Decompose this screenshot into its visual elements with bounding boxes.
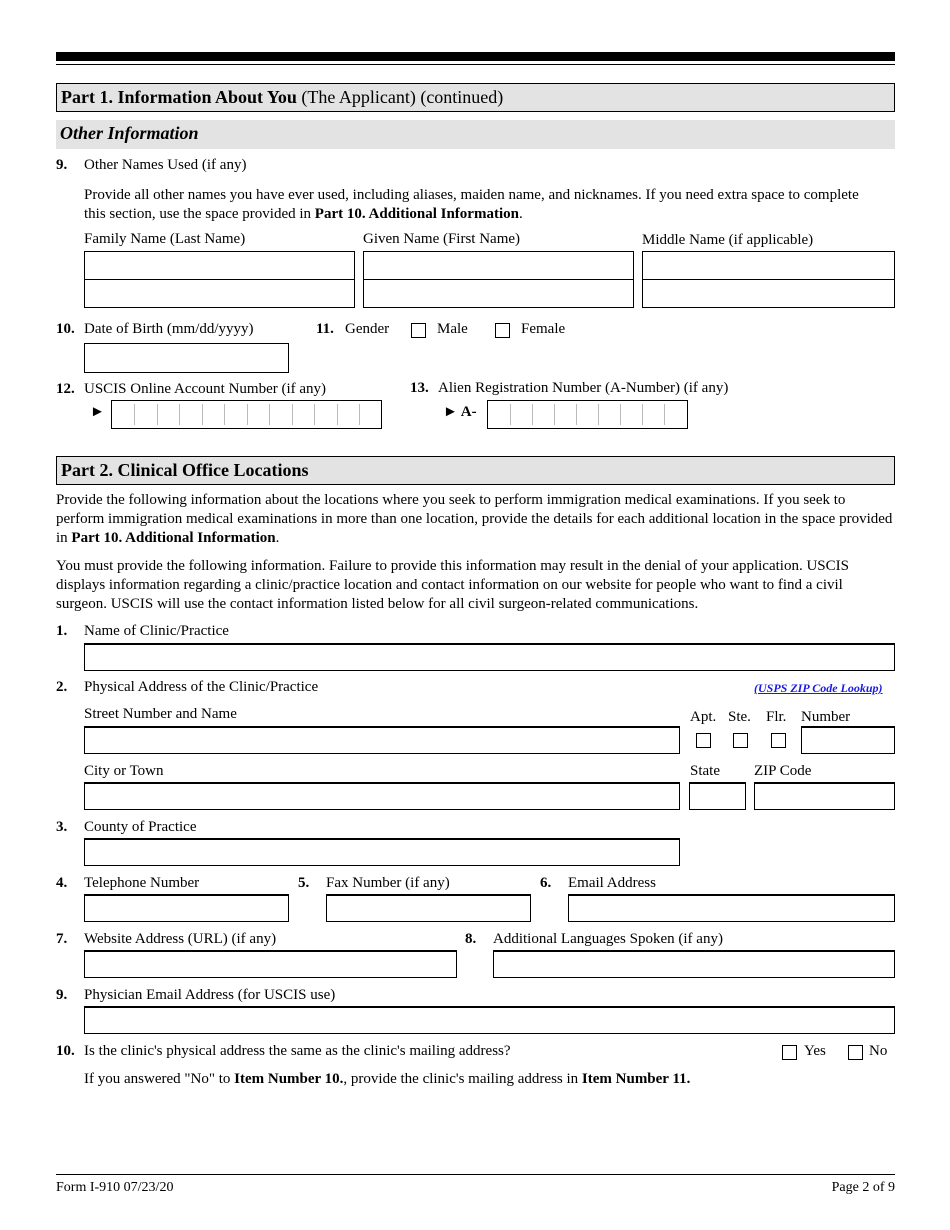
fax-input[interactable] — [326, 894, 531, 922]
part2-para1-end: . — [275, 530, 280, 546]
gender-female-label: Female — [521, 321, 566, 337]
note-part-a: If you answered "No" to — [84, 1071, 235, 1087]
other-info-subheading: Other Information — [56, 120, 895, 149]
q9-instr-text: Provide all other names you have ever used, including aliases, maiden name, and nicknames. If you need extra space to complete this section, use the space provided in — [84, 187, 859, 222]
q9-instr-bold: Part 10. Additional Information — [314, 206, 519, 222]
p2-q6-number: 6. — [540, 875, 552, 891]
website-input[interactable] — [84, 950, 457, 978]
part2-intro-para — [56, 491, 895, 548]
middle-name-input-1[interactable] — [642, 251, 895, 280]
footer-rule — [56, 1174, 895, 1175]
state-select[interactable] — [689, 782, 746, 810]
zip-label: ZIP Code — [754, 763, 812, 779]
part1-title-bold: Part 1. Information About You — [61, 87, 297, 107]
fax-label: Fax Number (if any) — [326, 875, 450, 891]
mailing-address-note — [84, 1071, 895, 1088]
clinic-name-input[interactable] — [84, 643, 895, 671]
page-number: Page 2 of 9 — [831, 1180, 895, 1195]
city-input[interactable] — [84, 782, 680, 810]
clinic-name-label: Name of Clinic/Practice — [84, 623, 229, 639]
part1-header — [56, 83, 895, 112]
a-number-label: Alien Registration Number (A-Number) (if any) — [438, 380, 729, 396]
family-name-input-2[interactable] — [84, 279, 355, 308]
gender-label: Gender — [345, 321, 390, 337]
flr-checkbox[interactable] — [771, 733, 786, 748]
part2-para1-text: Provide the following information about the locations where you seek to perform immigration medical examinations. If you seek to perform immigration medical examinations in more than one location, provide the details for each additional location in the space provided in — [56, 492, 893, 546]
flr-label: Flr. — [766, 709, 787, 725]
p2-q2-number: 2. — [56, 679, 68, 695]
p2-q5-number: 5. — [298, 875, 310, 891]
top-rule-thin — [56, 64, 895, 65]
ste-label: Ste. — [728, 709, 751, 725]
given-name-input-1[interactable] — [363, 251, 634, 280]
physician-email-input[interactable] — [84, 1006, 895, 1034]
telephone-input[interactable] — [84, 894, 289, 922]
q9-instructions — [84, 186, 874, 224]
apt-label: Apt. — [690, 709, 717, 725]
state-label: State — [690, 763, 720, 779]
note-part-d: Item Number 11. — [581, 1071, 691, 1087]
email-input[interactable] — [568, 894, 895, 922]
physician-email-label: Physician Email Address (for USCIS use) — [84, 987, 336, 1003]
q9-number: 9. — [56, 157, 68, 173]
family-name-label: Family Name (Last Name) — [84, 231, 246, 247]
note-part-c: , provide the clinic's mailing address in — [343, 1071, 582, 1087]
family-name-input-1[interactable] — [84, 251, 355, 280]
p2-q10-number: 10. — [56, 1043, 75, 1059]
note-part-b: Item Number 10. — [234, 1071, 344, 1087]
unit-number-input[interactable] — [801, 726, 895, 754]
given-name-label: Given Name (First Name) — [363, 231, 521, 247]
a-number-prefix: ► A- — [443, 404, 477, 420]
email-label: Email Address — [568, 875, 656, 891]
form-id: Form I-910 07/23/20 — [56, 1180, 174, 1195]
physical-address-label: Physical Address of the Clinic/Practice — [84, 679, 319, 695]
county-label: County of Practice — [84, 819, 197, 835]
usps-zip-lookup-link[interactable]: (USPS ZIP Code Lookup) — [754, 681, 883, 695]
city-label: City or Town — [84, 763, 164, 779]
p2-q9-number: 9. — [56, 987, 68, 1003]
q10-number: 10. — [56, 321, 75, 337]
street-input[interactable] — [84, 726, 680, 754]
q13-number: 13. — [410, 380, 429, 396]
same-address-yes-label: Yes — [804, 1043, 826, 1059]
county-input[interactable] — [84, 838, 680, 866]
telephone-label: Telephone Number — [84, 875, 200, 891]
website-label: Website Address (URL) (if any) — [84, 931, 277, 947]
uscis-account-input[interactable] — [111, 400, 382, 429]
q9-instr-end: . — [518, 206, 523, 222]
part2-para1-bold: Part 10. Additional Information — [71, 530, 276, 546]
same-address-yes-checkbox[interactable] — [782, 1045, 797, 1060]
p2-q1-number: 1. — [56, 623, 68, 639]
given-name-input-2[interactable] — [363, 279, 634, 308]
part2-requirement-para: You must provide the following information. Failure to provide this information may result in the denial of your application. USCIS displays information regarding a clinic/practice location and contact information on our website for people who want to find a civil surgeon. USCIS will use the contact information listed below for all civil surgeon-related communications. — [56, 558, 849, 612]
gender-female-checkbox[interactable] — [495, 323, 510, 338]
p2-q8-number: 8. — [465, 931, 477, 947]
street-label: Street Number and Name — [84, 706, 237, 722]
uscis-account-label: USCIS Online Account Number (if any) — [84, 381, 327, 397]
a-number-input[interactable] — [487, 400, 688, 429]
apt-checkbox[interactable] — [696, 733, 711, 748]
part1-title-rest: (The Applicant) (continued) — [296, 87, 504, 107]
zip-input[interactable] — [754, 782, 895, 810]
part2-header: Part 2. Clinical Office Locations — [56, 456, 895, 485]
q11-number: 11. — [316, 321, 334, 337]
uscis-account-arrow-icon: ► — [90, 404, 105, 420]
languages-input[interactable] — [493, 950, 895, 978]
q12-number: 12. — [56, 381, 75, 397]
unit-number-label: Number — [801, 709, 851, 725]
ste-checkbox[interactable] — [733, 733, 748, 748]
q9-label: Other Names Used (if any) — [84, 157, 247, 173]
middle-name-label: Middle Name (if applicable) — [642, 232, 814, 248]
languages-label: Additional Languages Spoken (if any) — [493, 931, 723, 947]
top-rule-thick — [56, 52, 895, 61]
dob-input[interactable] — [84, 343, 289, 373]
p2-q7-number: 7. — [56, 931, 68, 947]
p2-q4-number: 4. — [56, 875, 68, 891]
same-address-no-checkbox[interactable] — [848, 1045, 863, 1060]
p2-q3-number: 3. — [56, 819, 68, 835]
same-address-question: Is the clinic's physical address the same as the clinic's mailing address? — [84, 1043, 511, 1059]
gender-male-checkbox[interactable] — [411, 323, 426, 338]
middle-name-input-2[interactable] — [642, 279, 895, 308]
gender-male-label: Male — [437, 321, 468, 337]
dob-label: Date of Birth (mm/dd/yyyy) — [84, 321, 254, 337]
same-address-no-label: No — [869, 1043, 888, 1059]
